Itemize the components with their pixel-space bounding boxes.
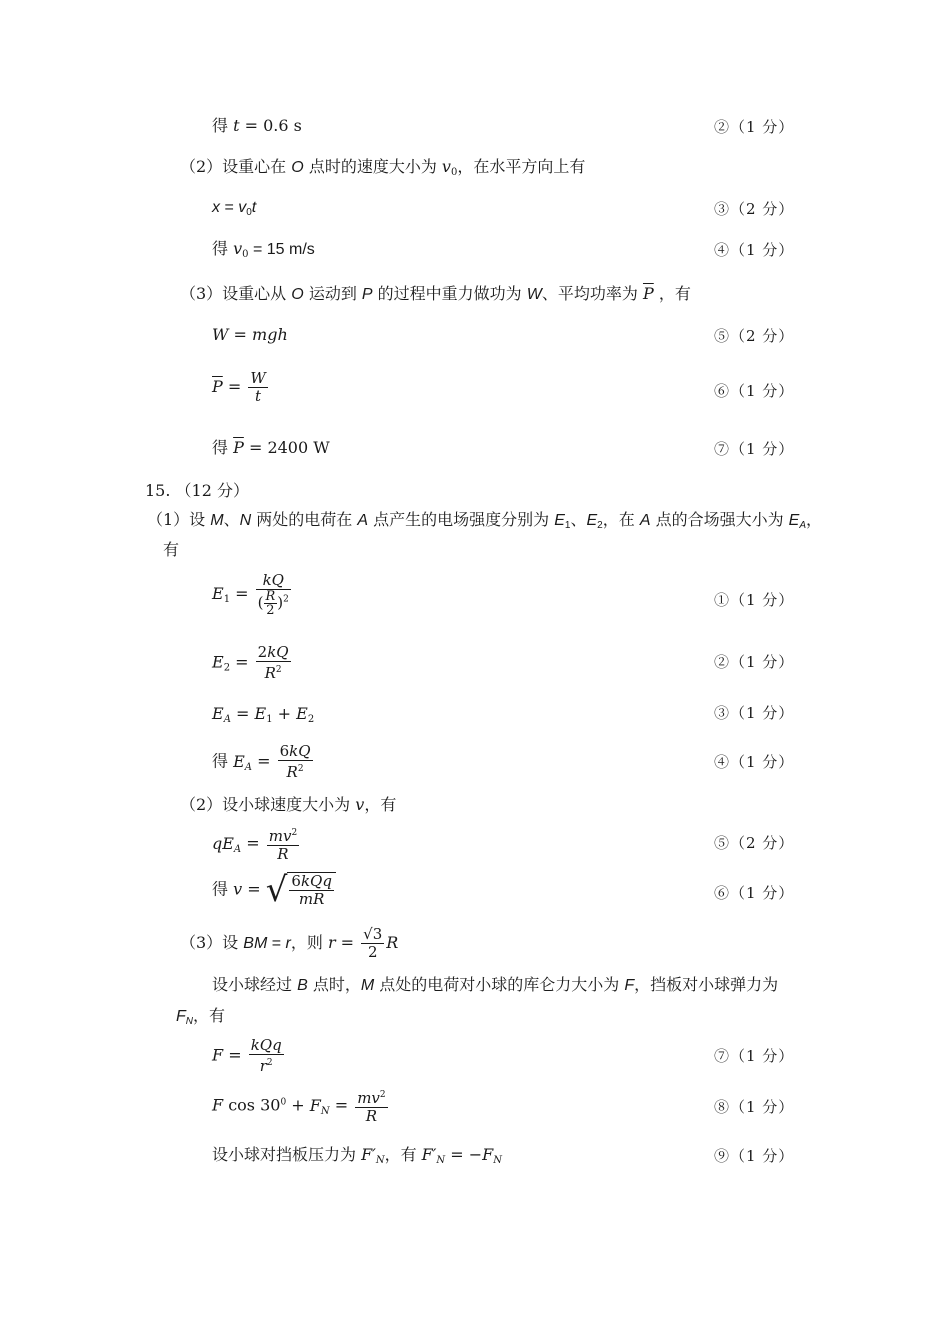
text-15-3-a: 设小球经过 B 点时，M 点处的电荷对小球的库仑力大小为 F，挡板对小球弹力为: [212, 975, 779, 994]
eq-15-e2: $E_2$ = $\frac{2kQ}{R^2}$: [212, 643, 289, 682]
score-mark: ④（1 分）: [714, 241, 795, 259]
score-mark: ①（1 分）: [714, 591, 795, 609]
subq-15-3: （3）设 BM = r，则 r = $\frac{√3}{2}$ R: [180, 925, 399, 961]
subq-14-3: （3）设重心从 O 运动到 P 的过程中重力做功为 W、平均功率为 $\overline{P}$ ，有: [180, 284, 691, 303]
subq-14-2: （2）设重心在 O 点时的速度大小为 $v_0$，在水平方向上有: [180, 157, 586, 178]
eq-15-fn: 设小球对挡板压力为 $F'_N$，有 $F'_N = -F_N$: [212, 1145, 502, 1166]
eq-15-qea: $qE_A$ = $\frac{mv^2}{R}$: [212, 827, 298, 863]
eq-15-f: F = $\frac{\text{kQq}}{r^2}$: [212, 1036, 282, 1075]
eq-14-v0: 得 $v_0 = 15$ m/s: [212, 239, 315, 260]
eq-14-t: 得 t = 0.6 s: [212, 116, 302, 135]
eq-15-e1: $E_1$ = kQ ( $\frac{R}{2}$ )$^2$: [212, 571, 289, 618]
eq-14-p: $\overline{P}$ = $\frac{W}{t}$: [212, 369, 266, 405]
score-mark: ⑦（1 分）: [714, 440, 795, 458]
score-mark: ⑤（2 分）: [714, 327, 795, 345]
eq-15-v: 得 v = √ $\frac{\text{6kQq}}{mR}$: [212, 872, 336, 908]
question-15-heading: 15. （12 分）: [145, 481, 249, 500]
score-mark: ④（1 分）: [714, 753, 795, 771]
subq-15-1: （1）设 M、N 两处的电荷在 A 点产生的电场强度分别为 $E_1$、$E_2$，在 A 点的合场强大小为 $E_A$，: [147, 510, 823, 531]
eq-15-fcos: F $\cos 30^0 + F_N$ = $\frac{mv^2}{R}$: [212, 1089, 386, 1125]
text-15-3-b: $F_N$，有: [176, 1006, 226, 1027]
score-mark: ⑤（2 分）: [714, 834, 795, 852]
sqrt-icon: √: [265, 870, 288, 910]
score-mark: ⑨（1 分）: [714, 1147, 795, 1165]
score-mark: ③（2 分）: [714, 200, 795, 218]
subq-15-2: （2）设小球速度大小为 v，有: [180, 795, 397, 814]
score-mark: ②（1 分）: [714, 118, 795, 136]
eq-14-w: W = mgh: [212, 325, 288, 344]
eq-15-ea-sum: $E_A = E_1 + E_2$: [212, 704, 315, 725]
score-mark: ②（1 分）: [714, 653, 795, 671]
subq-15-1-cont: 有: [163, 540, 180, 559]
eq-14-presult: 得 $\overline{P} = 2400$ W: [212, 438, 330, 457]
score-mark: ③（1 分）: [714, 704, 795, 722]
score-mark: ⑥（1 分）: [714, 884, 795, 902]
eq-14-x: $x = v_0t$: [212, 199, 257, 218]
score-mark: ⑥（1 分）: [714, 382, 795, 400]
score-mark: ⑧（1 分）: [714, 1098, 795, 1116]
score-mark: ⑦（1 分）: [714, 1047, 795, 1065]
eq-15-ea-result: 得 $E_A$ = $\frac{6kQ}{R^2}$: [212, 742, 311, 781]
